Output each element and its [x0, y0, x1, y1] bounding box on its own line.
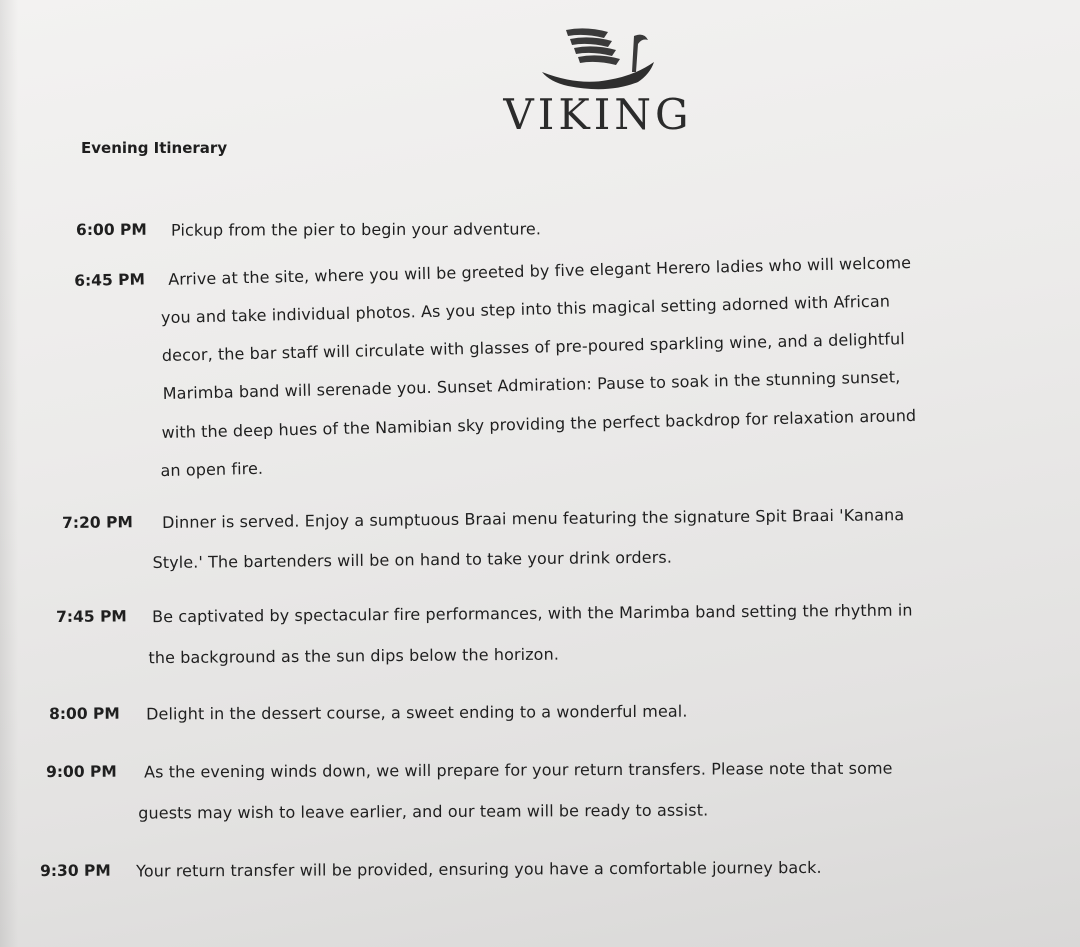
entry-text-line: Pickup from the pier to begin your adventure.	[170, 219, 542, 240]
entry-text-line: an open fire.	[160, 458, 264, 481]
entry-time: 9:00 PM	[46, 762, 117, 781]
entry-time: 9:30 PM	[40, 861, 111, 880]
entry-time: 6:45 PM	[74, 270, 146, 290]
entry-text-line: Arrive at the site, where you will be greeted by five elegant Herero ladies who will welcome	[167, 253, 912, 289]
entry-time: 6:00 PM	[76, 220, 147, 239]
entry-text-line: the background as the sun dips below the horizon.	[148, 644, 560, 668]
entry-text-line: Your return transfer will be provided, ensuring you have a comfortable journey back.	[135, 857, 822, 881]
entry-text-line: Delight in the dessert course, a sweet ending to a wonderful meal.	[145, 701, 688, 724]
entry-text-line: Be captivated by spectacular fire performances, with the Marimba band setting the rhythm in	[151, 600, 913, 627]
entry-time: 8:00 PM	[49, 704, 120, 723]
entry-text-line: Dinner is served. Enjoy a sumptuous Braai menu featuring the signature Spit Braai 'Kanana	[161, 505, 905, 532]
entry-text-line: decor, the bar staff will circulate with glasses of pre-poured sparkling wine, and a delightful	[161, 329, 906, 366]
entry-text-line: you and take individual photos. As you step into this magical setting adorned with African	[160, 291, 891, 328]
brand-name: VIKING	[503, 90, 693, 139]
entry-time: 7:45 PM	[56, 607, 127, 626]
entry-text-line: guests may wish to leave earlier, and our team will be ready to assist.	[138, 800, 709, 823]
document-title: Evening Itinerary	[81, 139, 228, 157]
entry-text-line: with the deep hues of the Namibian sky providing the perfect backdrop for relaxation around	[161, 405, 917, 443]
entry-text-line: Style.' The bartenders will be on hand to take your drink orders.	[152, 547, 673, 573]
entry-time: 7:20 PM	[62, 513, 133, 532]
entry-text-line: As the evening winds down, we will prepare for your return transfers. Please note that some	[143, 758, 893, 782]
entry-text-line: Marimba band will serenade you. Sunset Admiration: Pause to soak in the stunning sunset,	[162, 367, 901, 404]
